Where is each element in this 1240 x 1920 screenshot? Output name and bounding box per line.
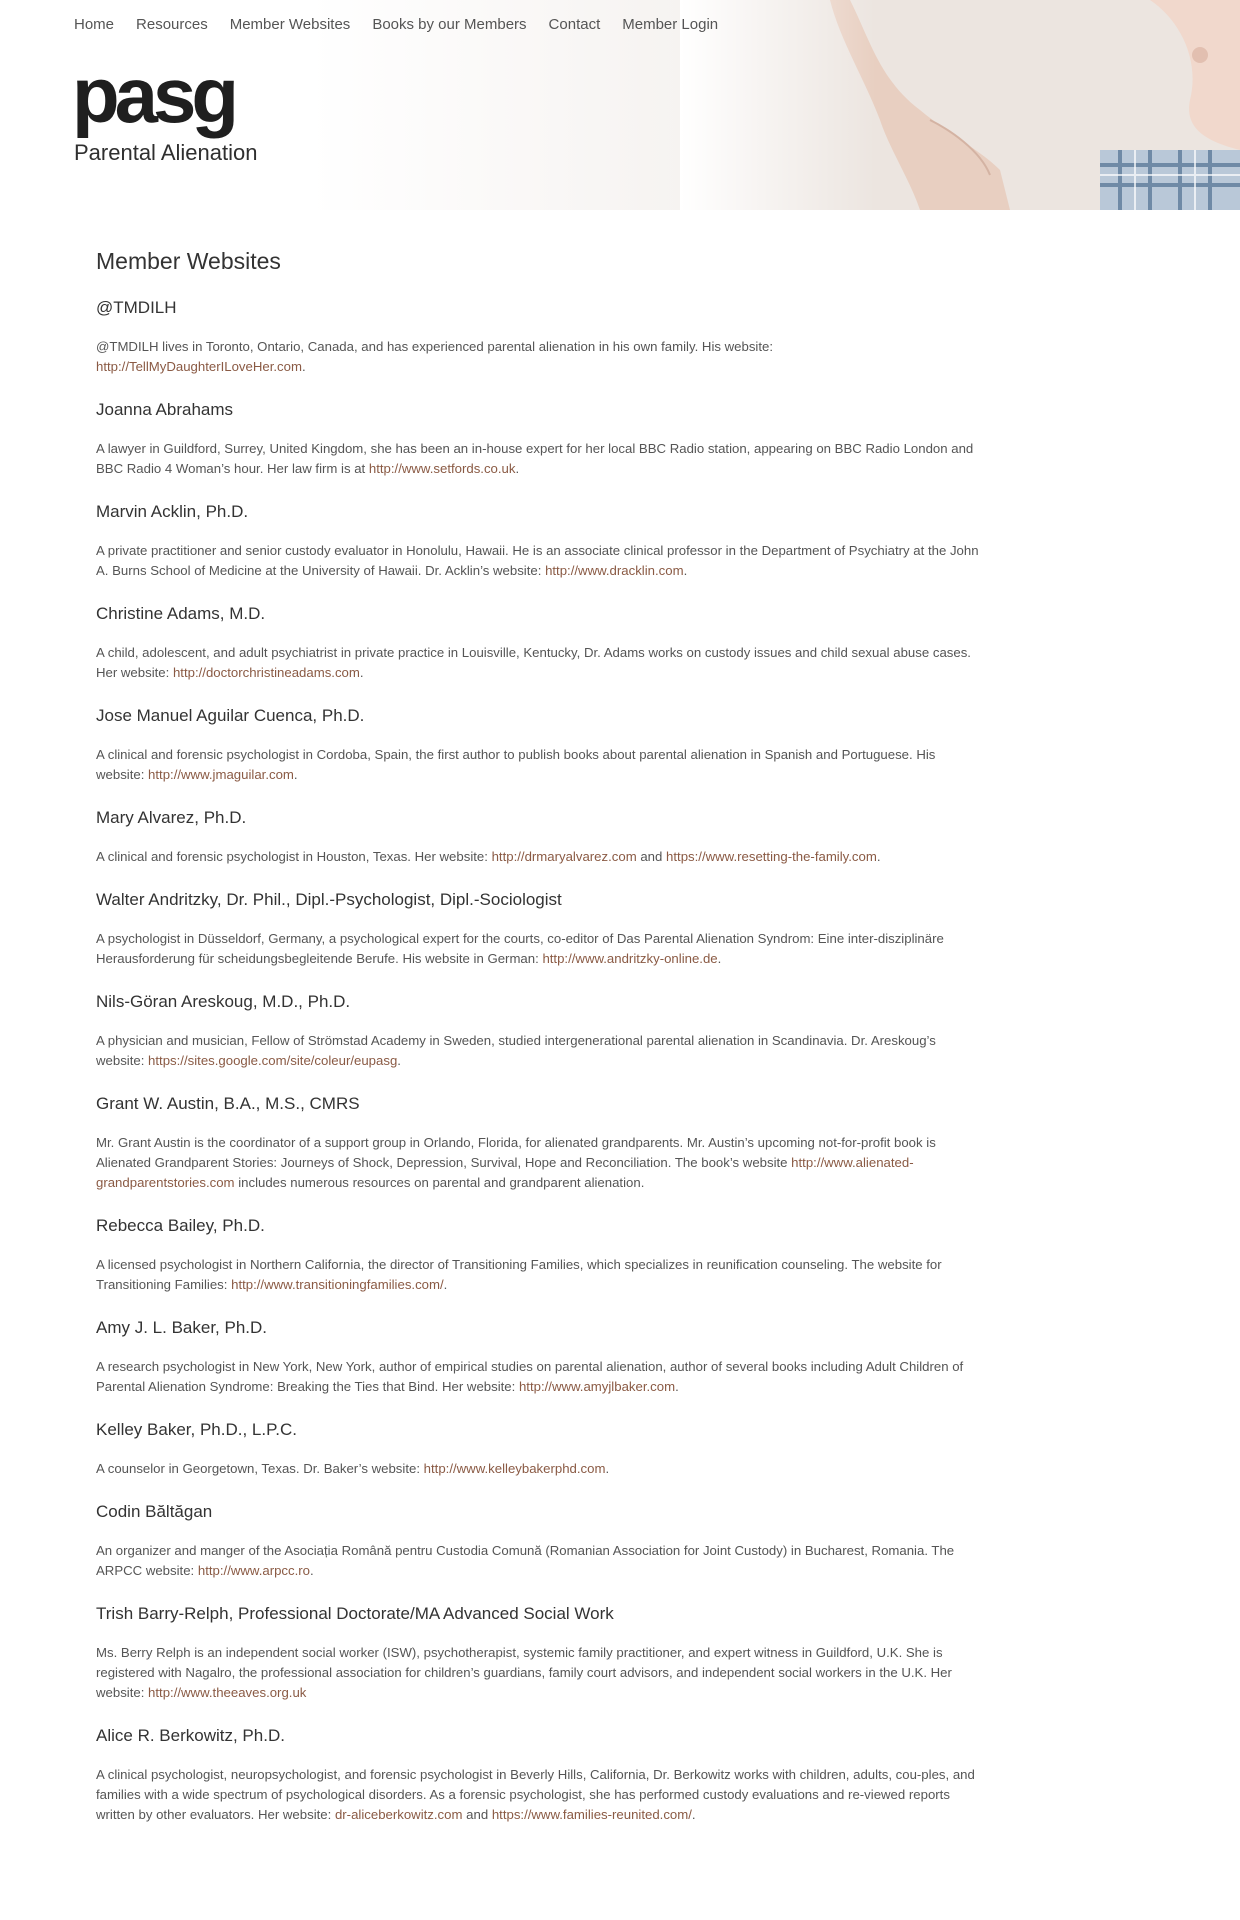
member-name: Marvin Acklin, Ph.D. — [96, 502, 249, 521]
member-description — [96, 1133, 984, 1193]
description-text: A research psychologist in New York, New York, author of empirical studies on parental alienation, author of several books including Adult Children of Parental Alienation Syndrome: Breaking the Ties that Bind. Her website: — [96, 1359, 964, 1394]
description-text: A clinical psychologist, neuropsychologist, and forensic psychologist in Beverly Hills, California, Dr. Berkowitz works with children, adults, cou-ples, and families with a wide spectrum of psychological disorders. As a forensic psychologist, she has performed custody evaluations and re-viewed reports written by other evaluators. Her website: — [96, 1767, 975, 1822]
main-content — [96, 248, 984, 1847]
description-text: A private practitioner and senior custody evaluator in Honolulu, Hawaii. He is an associate clinical professor in the Department of Psychiatry at the John A. Burns School of Medicine at the University of Hawaii. Dr. Acklin’s website: — [96, 543, 979, 578]
description-text: and — [636, 849, 667, 864]
description-text: . — [605, 1461, 610, 1476]
description-text: . — [717, 951, 722, 966]
member-website-link[interactable]: http://doctorchristineadams.com — [172, 665, 360, 680]
member-name: Nils-Göran Areskoug, M.D., Ph.D. — [96, 992, 351, 1011]
member-website-link[interactable]: http://www.transitioningfamilies.com/ — [231, 1277, 444, 1292]
member-name: Amy J. L. Baker, Ph.D. — [96, 1318, 268, 1337]
nav-resources[interactable]: Resources — [136, 16, 208, 33]
member-description — [96, 1643, 984, 1703]
description-text: . — [515, 461, 520, 476]
description-text: and — [462, 1807, 492, 1822]
member-entry — [96, 991, 984, 1071]
member-entry — [96, 705, 984, 785]
description-text: A psychologist in Düsseldorf, Germany, a psychological expert for the courts, co-editor of Das Parental Alienation Syndrom: Eine inter-disziplinäre Herausforderung für scheidungsbegleitende Berufe. His website in German: — [96, 931, 944, 966]
member-entry — [96, 1501, 984, 1581]
member-entry — [96, 1725, 984, 1825]
member-website-link[interactable]: https://sites.google.com/site/coleur/eupasg — [148, 1053, 398, 1068]
site-header — [0, 0, 1240, 210]
member-description — [96, 1031, 984, 1071]
member-entry — [96, 889, 984, 969]
member-name: Mary Alvarez, Ph.D. — [96, 808, 247, 827]
member-description — [96, 541, 984, 581]
member-entry — [96, 501, 984, 581]
member-website-link[interactable]: dr-aliceberkowitz.com — [334, 1807, 463, 1822]
member-list — [96, 297, 984, 1825]
member-name: Codin Băltăgan — [96, 1502, 213, 1521]
member-website-link[interactable]: http://www.jmaguilar.com — [148, 767, 294, 782]
member-website-link[interactable]: http://www.andritzky-online.de — [542, 951, 718, 966]
nav-contact[interactable]: Contact — [548, 16, 601, 33]
description-text: A licensed psychologist in Northern California, the director of Transitioning Families, which specializes in reunification counseling. The website for Transitioning Families: — [96, 1257, 942, 1292]
member-entry — [96, 1215, 984, 1295]
member-name: Trish Barry-Relph, Professional Doctorate/MA Advanced Social Work — [96, 1604, 614, 1623]
description-text: Ms. Berry Relph is an independent social worker (ISW), psychotherapist, systemic family practitioner, and expert witness in Guildford, U.K. She is registered with Nagalro, the professional association for children’s guardians, family court advisors, and independent social workers in the U.K. Her website: — [96, 1645, 952, 1700]
description-text: includes numerous resources on parental and grandparent alienation. — [234, 1175, 645, 1190]
description-text: . — [310, 1563, 314, 1578]
description-text: A clinical and forensic psychologist in Houston, Texas. Her website: — [96, 849, 492, 864]
site-tagline: Parental Alienation — [74, 140, 258, 165]
member-description — [96, 439, 984, 479]
hero-photo — [680, 0, 1240, 210]
description-text: @TMDILH lives in Toronto, Ontario, Canada, and has experienced parental alienation in his own family. His website: — [96, 339, 774, 354]
description-text: A clinical and forensic psychologist in Cordoba, Spain, the first author to publish books about parental alienation in Spanish and Portuguese. His website: — [96, 747, 936, 782]
description-text: . — [293, 767, 298, 782]
member-name: Jose Manuel Aguilar Cuenca, Ph.D. — [96, 706, 365, 725]
member-description — [96, 337, 984, 377]
description-text: . — [359, 665, 364, 680]
member-description — [96, 1357, 984, 1397]
member-name: Walter Andritzky, Dr. Phil., Dipl.-Psychologist, Dipl.-Sociologist — [96, 890, 562, 909]
description-text: A physician and musician, Fellow of Strömstad Academy in Sweden, studied intergenerational parental alienation in Scandinavia. Dr. Areskoug’s website: — [96, 1033, 936, 1068]
member-name: Alice R. Berkowitz, Ph.D. — [96, 1726, 285, 1745]
description-text: A lawyer in Guildford, Surrey, United Kingdom, she has been an in-house expert for her local BBC Radio station, appearing on BBC Radio London and BBC Radio 4 Woman’s hour. Her law firm is at — [96, 441, 974, 476]
member-entry — [96, 1419, 984, 1479]
nav-member-login[interactable]: Member Login — [622, 16, 719, 33]
nav-books[interactable]: Books by our Members — [372, 16, 527, 33]
description-text: A child, adolescent, and adult psychiatrist in private practice in Louisville, Kentucky, Dr. Adams works on custody issues and child sexual abuse cases. Her website: — [96, 645, 971, 680]
member-description — [96, 1459, 984, 1479]
member-description — [96, 643, 984, 683]
member-description — [96, 1255, 984, 1295]
description-text: . — [675, 1379, 679, 1394]
nav-member-websites[interactable]: Member Websites — [229, 16, 351, 33]
description-text: . — [397, 1053, 401, 1068]
member-website-link[interactable]: http://drmaryalvarez.com — [491, 849, 637, 864]
description-text: . — [683, 563, 688, 578]
member-website-link[interactable]: http://www.arpcc.ro — [197, 1563, 311, 1578]
page-title: Member Websites — [96, 248, 281, 274]
member-website-link[interactable]: http://TellMyDaughterILoveHer.com — [96, 359, 302, 374]
member-entry — [96, 1603, 984, 1703]
member-website-link[interactable]: http://www.theeaves.org.uk — [148, 1685, 307, 1700]
member-website-link[interactable]: http://www.kelleybakerphd.com — [423, 1461, 606, 1476]
member-description — [96, 847, 984, 867]
main-nav — [74, 16, 740, 33]
member-website-link[interactable]: http://www.alienated-grandparentstories.com — [96, 1155, 914, 1190]
member-entry — [96, 807, 984, 867]
member-description — [96, 1541, 984, 1581]
member-entry — [96, 297, 984, 377]
member-entry — [96, 1093, 984, 1193]
member-website-link[interactable]: http://www.dracklin.com — [545, 563, 684, 578]
member-description — [96, 929, 984, 969]
member-website-link[interactable]: https://www.resetting-the-family.com — [666, 849, 877, 864]
description-text: . — [876, 849, 881, 864]
member-website-link[interactable]: https://www.families-reunited.com/ — [491, 1807, 692, 1822]
description-text: . — [691, 1807, 696, 1822]
member-website-link[interactable]: http://www.amyjlbaker.com — [518, 1379, 676, 1394]
description-text: Mr. Grant Austin is the coordinator of a support group in Orlando, Florida, for alienated grandparents. Mr. Austin’s upcoming not-for-profit book is Alienated Grandparent Stories: Journeys of Shock, Depression, Survival, Hope and Reconciliation. The book’s website — [96, 1135, 936, 1170]
member-name: @TMDILH — [96, 298, 177, 317]
description-text: . — [443, 1277, 448, 1292]
member-entry — [96, 603, 984, 683]
nav-home[interactable]: Home — [74, 16, 115, 33]
description-text: . — [301, 359, 306, 374]
description-text: A counselor in Georgetown, Texas. Dr. Baker’s website: — [96, 1461, 424, 1476]
member-description — [96, 1765, 984, 1825]
member-name: Rebecca Bailey, Ph.D. — [96, 1216, 265, 1235]
member-name: Joanna Abrahams — [96, 400, 234, 419]
member-entry — [96, 1317, 984, 1397]
member-entry — [96, 399, 984, 479]
member-name: Grant W. Austin, B.A., M.S., CMRS — [96, 1094, 360, 1113]
member-website-link[interactable]: http://www.setfords.co.uk — [368, 461, 516, 476]
description-text: An organizer and manger of the Asociația Română pentru Custodia Comună (Romanian Association for Joint Custody) in Bucharest, Romania. The ARPCC website: — [96, 1543, 955, 1578]
member-description — [96, 745, 984, 785]
member-name: Christine Adams, M.D. — [96, 604, 266, 623]
member-name: Kelley Baker, Ph.D., L.P.C. — [96, 1420, 297, 1439]
site-logo[interactable]: pasg — [72, 51, 235, 139]
